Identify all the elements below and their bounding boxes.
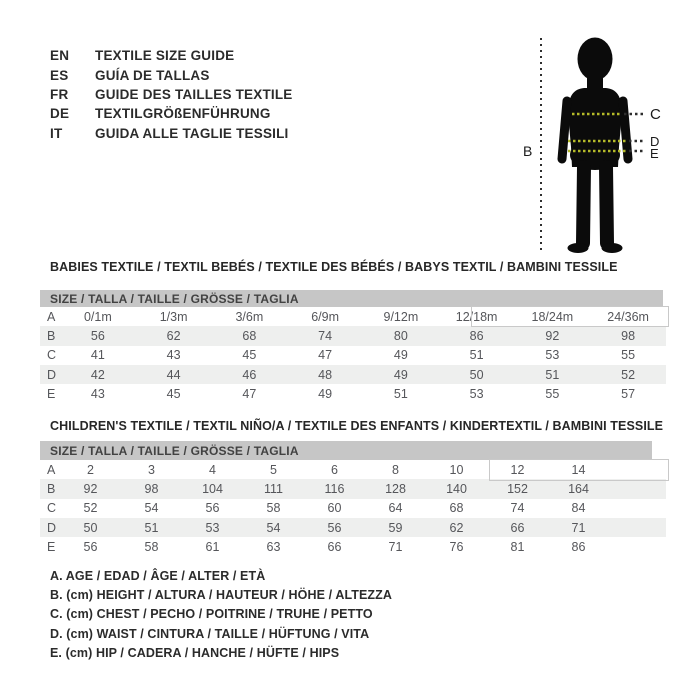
size-value-cell: 53 — [205, 520, 220, 535]
size-value-cell: 44 — [166, 367, 181, 382]
size-value-cell: 104 — [202, 481, 223, 496]
lang-code: ES — [50, 67, 69, 83]
size-value-cell: 18/24m — [531, 309, 574, 324]
child-measurement-diagram — [520, 15, 700, 265]
babies-size-table — [40, 290, 666, 403]
child-silhouette-icon — [520, 15, 700, 265]
size-value-cell: 68 — [242, 328, 257, 343]
lang-row-it — [50, 124, 293, 143]
legend-waist: D. (cm) WAIST / CINTURA / TAILLE / HÜFTUNG / VITA — [50, 626, 370, 641]
height-label: B — [523, 143, 533, 159]
size-value-cell: 6/9m — [311, 309, 340, 324]
size-value-cell: 1/3m — [159, 309, 188, 324]
measurement-legend — [50, 566, 392, 662]
size-value-cell: 42 — [90, 367, 105, 382]
lang-row-fr — [50, 85, 293, 104]
size-value-cell: 111 — [263, 481, 283, 496]
size-row-C — [40, 499, 666, 518]
row-label: C — [47, 501, 57, 516]
size-value-cell: 71 — [388, 539, 403, 554]
size-value-cell: 12 — [510, 462, 525, 477]
lang-code: DE — [50, 106, 70, 122]
lang-row-en — [50, 46, 293, 65]
size-value-cell: 14 — [571, 462, 586, 477]
size-value-cell: 8 — [392, 462, 399, 477]
size-value-cell: 53 — [545, 348, 560, 363]
size-value-cell: 140 — [446, 481, 467, 496]
size-value-cell: 58 — [266, 501, 281, 516]
children-size-table — [40, 441, 666, 556]
size-value-cell: 0/1m — [83, 309, 112, 324]
size-value-cell: 61 — [205, 539, 220, 554]
size-row-A — [40, 307, 666, 326]
size-value-cell: 5 — [270, 462, 277, 477]
size-row-D — [40, 518, 666, 537]
size-value-cell: 80 — [393, 328, 408, 343]
babies-size-header-bar: SIZE / TALLA / TAILLE / GRÖSSE / TAGLIA — [40, 290, 663, 307]
size-value-cell: 10 — [449, 462, 464, 477]
size-value-cell: 49 — [393, 348, 408, 363]
lang-code: IT — [50, 125, 63, 141]
size-value-cell: 2 — [87, 462, 94, 477]
lang-row-es — [50, 65, 293, 84]
size-value-cell: 74 — [318, 328, 333, 343]
size-value-cell: 152 — [507, 481, 528, 496]
lang-title: GUIDE DES TAILLES TEXTILE — [95, 86, 293, 102]
size-value-cell: 51 — [393, 386, 408, 401]
lang-title: GUÍA DE TALLAS — [95, 67, 210, 83]
size-value-cell: 66 — [510, 520, 525, 535]
size-value-cell: 66 — [327, 539, 342, 554]
legend-height: B. (cm) HEIGHT / ALTURA / HAUTEUR / HÖHE / ALTEZZA — [50, 587, 393, 602]
size-value-cell: 43 — [166, 348, 181, 363]
size-value-cell: 128 — [385, 481, 406, 496]
size-value-cell: 164 — [568, 481, 589, 496]
size-row-E — [40, 384, 666, 403]
chest-label: C — [650, 106, 661, 123]
size-value-cell: 45 — [242, 348, 257, 363]
row-label: B — [47, 481, 56, 496]
lang-row-de — [50, 104, 293, 123]
size-value-cell: 76 — [449, 539, 464, 554]
size-value-cell: 54 — [144, 501, 159, 516]
size-value-cell: 45 — [166, 386, 181, 401]
child-feet — [568, 243, 623, 253]
size-value-cell: 55 — [545, 386, 560, 401]
size-value-cell: 51 — [469, 348, 484, 363]
size-value-cell: 55 — [621, 348, 636, 363]
lang-title: GUIDA ALLE TAGLIE TESSILI — [95, 125, 289, 141]
size-value-cell: 56 — [205, 501, 220, 516]
hip-label: E — [650, 146, 659, 161]
size-value-cell: 43 — [90, 386, 105, 401]
size-value-cell: 51 — [144, 520, 159, 535]
size-value-cell: 116 — [324, 481, 345, 496]
size-row-E — [40, 537, 666, 556]
size-value-cell: 48 — [318, 367, 333, 382]
lang-code: FR — [50, 86, 69, 102]
size-value-cell: 64 — [388, 501, 403, 516]
children-section-title: CHILDREN'S TEXTILE / TEXTIL NIÑO/A / TEXTILE DES ENFANTS / KINDERTEXTIL / BAMBINI TESSILE — [50, 419, 664, 433]
size-value-cell: 49 — [393, 367, 408, 382]
size-value-cell: 49 — [318, 386, 333, 401]
size-value-cell: 98 — [144, 481, 159, 496]
size-value-cell: 59 — [388, 520, 403, 535]
size-value-cell: 4 — [209, 462, 216, 477]
size-value-cell: 71 — [571, 520, 586, 535]
size-value-cell: 41 — [90, 348, 105, 363]
size-value-cell: 98 — [621, 328, 636, 343]
lang-code: EN — [50, 48, 70, 64]
size-value-cell: 92 — [83, 481, 98, 496]
waist-label: D — [650, 134, 660, 149]
size-row-A — [40, 460, 666, 479]
size-value-cell: 57 — [621, 386, 636, 401]
size-value-cell: 58 — [144, 539, 159, 554]
row-label: E — [47, 386, 56, 401]
size-value-cell: 60 — [327, 501, 342, 516]
size-value-cell: 63 — [266, 539, 281, 554]
size-row-B — [40, 479, 666, 498]
size-value-cell: 47 — [318, 348, 333, 363]
size-value-cell: 46 — [242, 367, 257, 382]
size-value-cell: 50 — [83, 520, 98, 535]
row-label: E — [47, 539, 56, 554]
size-value-cell: 68 — [449, 501, 464, 516]
size-value-cell: 56 — [90, 328, 105, 343]
lang-title: TEXTILE SIZE GUIDE — [95, 48, 235, 64]
legend-age: A. AGE / EDAD / ÂGE / ALTER / ETÀ — [50, 568, 266, 583]
size-value-cell: 50 — [469, 367, 484, 382]
size-value-cell: 24/36m — [607, 309, 649, 324]
size-value-cell: 62 — [449, 520, 464, 535]
size-value-cell: 51 — [545, 367, 560, 382]
children-size-header-bar: SIZE / TALLA / TAILLE / GRÖSSE / TAGLIA — [40, 441, 652, 460]
size-value-cell: 52 — [621, 367, 636, 382]
row-label: C — [47, 348, 57, 363]
size-value-cell: 81 — [510, 539, 525, 554]
size-value-cell: 54 — [266, 520, 281, 535]
lang-title: TEXTILGRÖßENFÜHRUNG — [95, 106, 271, 122]
size-value-cell: 84 — [571, 501, 586, 516]
size-value-cell: 3 — [148, 462, 155, 477]
size-value-cell: 53 — [469, 386, 484, 401]
size-row-C — [40, 346, 666, 365]
size-value-cell: 74 — [510, 501, 525, 516]
row-label: A — [47, 309, 56, 324]
size-value-cell: 47 — [242, 386, 257, 401]
size-row-B — [40, 326, 666, 345]
babies-section-title: BABIES TEXTILE / TEXTIL BEBÉS / TEXTILE DES BÉBÉS / BABYS TEXTIL / BAMBINI TESSILE — [50, 260, 618, 274]
legend-chest: C. (cm) CHEST / PECHO / POITRINE / TRUHE / PETTO — [50, 607, 373, 622]
size-value-cell: 6 — [331, 462, 338, 477]
size-value-cell: 86 — [571, 539, 586, 554]
size-value-cell: 52 — [83, 501, 98, 516]
row-label: B — [47, 328, 56, 343]
row-label: D — [47, 367, 57, 382]
size-value-cell: 56 — [83, 539, 98, 554]
size-value-cell: 62 — [166, 328, 181, 343]
size-value-cell: 92 — [545, 328, 560, 343]
size-value-cell: 56 — [327, 520, 342, 535]
size-value-cell: 9/12m — [383, 309, 419, 324]
size-value-cell: 86 — [469, 328, 484, 343]
size-row-D — [40, 365, 666, 384]
row-label: D — [47, 520, 57, 535]
row-label: A — [47, 462, 56, 477]
size-value-cell: 12/18m — [455, 309, 498, 324]
legend-hip: E. (cm) HIP / CADERA / HANCHE / HÜFTE / HIPS — [50, 645, 340, 660]
language-title-block — [50, 46, 293, 143]
size-value-cell: 3/6m — [235, 309, 264, 324]
